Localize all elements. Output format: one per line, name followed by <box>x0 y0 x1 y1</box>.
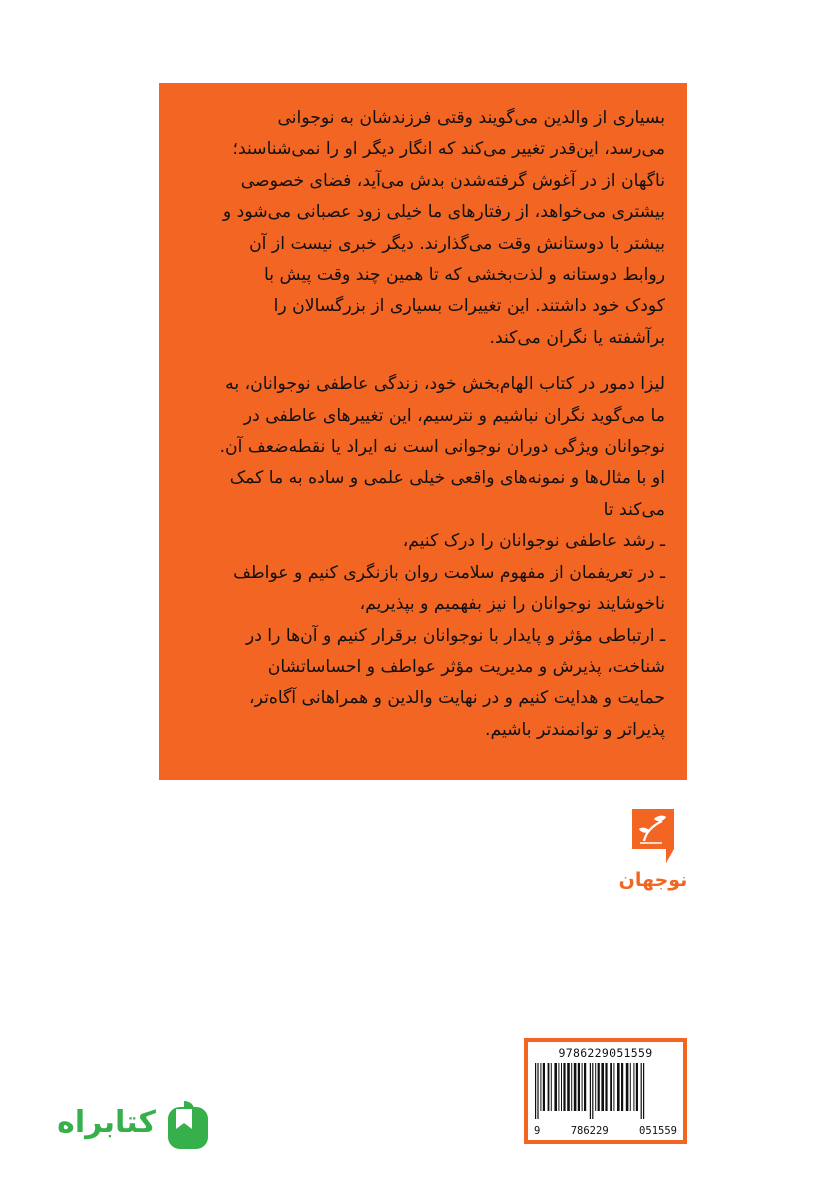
isbn-digit-group: 9 <box>534 1125 541 1137</box>
isbn-text: 9786229051559 <box>558 1046 653 1060</box>
barcode-bars <box>534 1063 677 1119</box>
ketabrah-logo[interactable] <box>44 1099 214 1155</box>
store-name: کتابراه <box>57 1105 156 1140</box>
blurb-paragraph-1 <box>181 103 665 354</box>
blurb-line: بیشتری می‌خواهد، از رفتارهای ما خیلی زود عصبانی می‌شود و <box>222 202 665 223</box>
publisher-name: نوجهان <box>618 869 688 891</box>
blurb-paragraph-2 <box>181 369 665 746</box>
blurb-line: ناگهان از در آغوش گرفته‌شدن بدش می‌آید، فضای خصوصی <box>240 170 665 191</box>
blurb-line: بسیاری از والدین می‌گویند وقتی فرزندشان به نوجوانی <box>277 108 665 128</box>
blurb-line: پذیراتر و توانمندتر باشیم. <box>485 719 665 740</box>
blurb-line: می‌رسد، این‌قدر تغییر می‌کند که انگار دیگر او را نمی‌شناسند؛ <box>232 139 665 160</box>
blurb-line: لیزا دمور در کتاب الهام‌بخش خود، زندگی عاطفی نوجوانان، به <box>225 374 665 395</box>
back-cover-blurb <box>159 83 687 780</box>
blurb-line: روابط دوستانه و لذت‌بخشی که تا همین چند وقت پیش با <box>264 265 665 286</box>
blurb-line: بیشتر با دوستانش وقت می‌گذارند. دیگر خبری نیست از آن <box>249 233 665 254</box>
blurb-line: ـ ارتباطی مؤثر و پایدار با نوجوانان برقرار کنیم و آن‌ها را در <box>245 625 665 646</box>
blurb-line: ناخوشایند نوجوانان را نیز بفهمیم و بپذیریم، <box>359 594 665 615</box>
barcode-frame <box>524 1038 687 1144</box>
blurb-line: می‌کند تا <box>603 499 665 520</box>
blurb-line: ـ رشد عاطفی نوجوانان را درک کنیم، <box>402 531 665 552</box>
blurb-line: ما می‌گوید نگران نباشیم و نترسیم، این تغییرهای عاطفی در <box>243 405 665 426</box>
barcode-label <box>528 1042 683 1140</box>
blurb-line: او با مثال‌ها و نمونه‌های واقعی خیلی علمی و ساده به ما کمک <box>229 468 665 489</box>
publisher-logo <box>614 805 692 891</box>
blurb-line: حمایت و هدایت کنیم و در نهایت والدین و همراهانی آگاه‌تر، <box>249 688 665 709</box>
isbn-digits <box>534 1125 677 1137</box>
isbn-digit-group: 786229 <box>570 1125 609 1137</box>
blurb-line: ـ در تعریفمان از مفهوم سلامت روان بازنگری کنیم و عواطف <box>233 562 665 583</box>
blurb-line: برآشفته یا نگران می‌کند. <box>489 327 665 348</box>
bookmark-icon <box>162 1099 212 1155</box>
blurb-line: نوجوانان ویژگی دوران نوجوانی است نه ایراد یا نقطه‌ضعف آن. <box>219 437 665 458</box>
isbn-digit-group: 051559 <box>639 1125 677 1137</box>
blurb-line: شناخت، پذیرش و مدیریت مؤثر عواطف و احساساتشان <box>267 656 665 677</box>
sprout-icon <box>628 805 678 867</box>
blurb-line: کودک خود داشتند. این تغییرات بسیاری از بزرگسالان را <box>273 296 665 317</box>
